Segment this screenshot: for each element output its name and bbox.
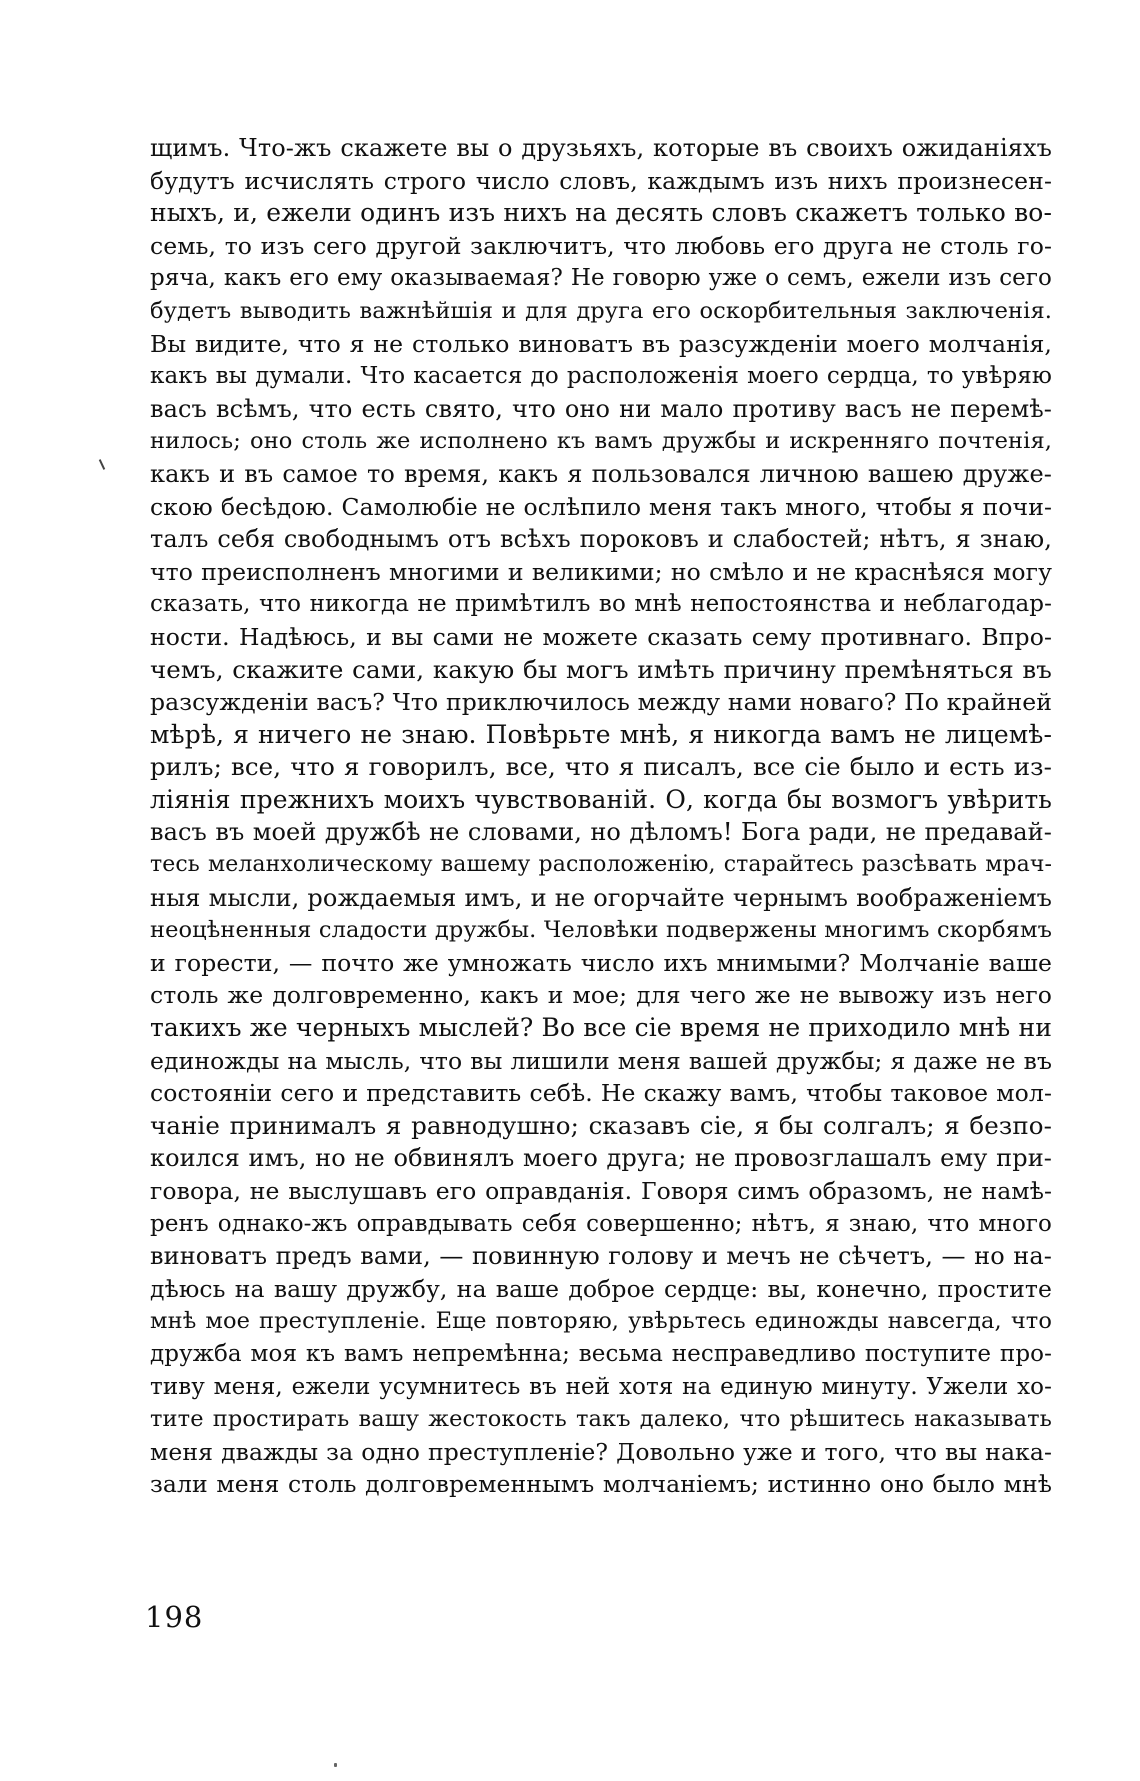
text-line: разсужденіи васъ? Что приключилось между нами новаго? По крайней: [150, 688, 1052, 717]
text-line: щимъ. Что-жъ скажете вы о друзьяхъ, которые въ своихъ ожиданіяхъ: [150, 134, 1052, 162]
text-line: ности. Надѣюсь, и вы сами не можете сказать сему противнаго. Впро-: [150, 622, 1052, 651]
text-line: дружба моя къ вамъ непремѣнна; весьма несправедливо поступите про-: [150, 1340, 1052, 1367]
text-line: мнѣ мое преступленіе. Еще повторяю, увѣрьтесь единожды навсегда, что: [150, 1308, 1052, 1335]
text-line: дѣюсь на вашу дружбу, на ваше доброе сердце: вы, конечно, простите: [150, 1274, 1052, 1303]
text-line: тесь меланхолическому вашему расположенію, старайтесь разсѣвать мрач-: [150, 852, 1052, 878]
text-line: чемъ, скажите сами, какую бы могъ имѣть причину премѣняться въ: [150, 654, 1052, 684]
text-line: такихъ же черныхъ мыслей? Во все сіе время не приходило мнѣ ни: [150, 1013, 1052, 1043]
scan-speck: [334, 1763, 337, 1767]
text-line: ныя мысли, рождаемыя имъ, и не огорчайте чернымъ воображеніемъ: [150, 883, 1052, 912]
text-line: талъ себя свободнымъ отъ всѣхъ пороковъ и слабостей; нѣтъ, я знаю,: [150, 525, 1052, 554]
text-line: виноватъ предъ вами, — повинную голову и мечъ не сѣчетъ, — но на-: [150, 1242, 1052, 1271]
text-line: какъ вы думали. Что касается до расположенія моего сердца, то увѣряю: [150, 363, 1052, 390]
body-text: [150, 132, 1052, 1501]
text-line: тите простирать вашу жестокость такъ далеко, что рѣшитесь наказывать: [150, 1406, 1052, 1433]
text-line: чаніе принималъ я равнодушно; сказавъ сіе, я бы солгалъ; я безпо-: [150, 1110, 1052, 1140]
text-line: нилось; оно столь же исполнено къ вамъ дружбы и искренняго почтенія,: [150, 428, 1052, 455]
text-line: коился имъ, но не обвинялъ моего друга; не провозглашалъ ему при-: [150, 1144, 1052, 1173]
text-line: ныхъ, и, ежели одинъ изъ нихъ на десять словъ скажетъ только во-: [150, 198, 1052, 228]
text-line: состояніи сего и представить себѣ. Не скажу вамъ, чтобы таковое мол-: [150, 1079, 1052, 1108]
text-line: скою бесѣдою. Самолюбіе не ослѣпило меня такъ много, чтобы я почи-: [150, 492, 1052, 521]
text-line: ліянія прежнихъ моихъ чувствованій. О, когда бы возмогъ увѣрить: [150, 784, 1052, 814]
text-line: будутъ исчислять строго число словъ, каждымъ изъ нихъ произнесен-: [150, 166, 1052, 195]
text-line: какъ и въ самое то время, какъ я пользовался личною вашею друже-: [150, 459, 1052, 488]
text-line: рилъ; все, что я говорилъ, все, что я писалъ, все сіе было и есть из-: [150, 752, 1052, 782]
text-line: неоцѣненныя сладости дружбы. Человѣки подвержены многимъ скорбямъ: [150, 917, 1052, 944]
text-line: зали меня столь долговременнымъ молчаніемъ; истинно оно было мнѣ: [150, 1470, 1052, 1499]
text-line: ряча, какъ его ему оказываемая? Не говорю уже о семъ, ежели изъ сего: [150, 265, 1052, 292]
text-line: единожды на мысль, что вы лишили меня вашей дружбы; я даже не въ: [150, 1046, 1052, 1075]
page-number: 198: [145, 1600, 204, 1634]
margin-mark: [99, 459, 105, 470]
text-line: Вы видите, что я не столько виноватъ въ разсужденіи моего молчанія,: [150, 329, 1052, 358]
text-line: меня дважды за одно преступленіе? Довольно уже и того, что вы нака-: [150, 1437, 1052, 1466]
text-line: васъ всѣмъ, что есть свято, что оно ни мало противу васъ не перемѣ-: [150, 394, 1052, 423]
text-line: васъ въ моей дружбѣ не словами, но дѣломъ! Бога ради, не предавай-: [150, 818, 1052, 847]
text-line: столь же долговременно, какъ и мое; для чего же не вывожу изъ него: [150, 981, 1052, 1010]
text-line: семь, то изъ сего другой заключитъ, что любовь его друга не столь го-: [150, 231, 1052, 260]
text-line: говора, не выслушавъ его оправданія. Говоря симъ образомъ, не намѣ-: [150, 1177, 1052, 1205]
text-line: мѣрѣ, я ничего не знаю. Повѣрьте мнѣ, я никогда вамъ не лицемѣ-: [150, 719, 1052, 749]
text-line: будетъ выводить важнѣйшія и для друга его оскорбительныя заключенія.: [150, 297, 1052, 324]
text-line: и горести, — почто же умножать число ихъ мнимыми? Молчаніе ваше: [150, 948, 1052, 977]
text-line: ренъ однако-жъ оправдывать себя совершенно; нѣтъ, я знаю, что много: [150, 1210, 1052, 1237]
text-line: тиву меня, ежели усумнитесь въ ней хотя на единую минуту. Ужели хо-: [150, 1373, 1052, 1400]
text-line: что преисполненъ многими и великими; но смѣло и не краснѣяся могу: [150, 557, 1052, 586]
text-line: сказать, что никогда не примѣтилъ во мнѣ непостоянства и неблагодар-: [150, 591, 1052, 618]
